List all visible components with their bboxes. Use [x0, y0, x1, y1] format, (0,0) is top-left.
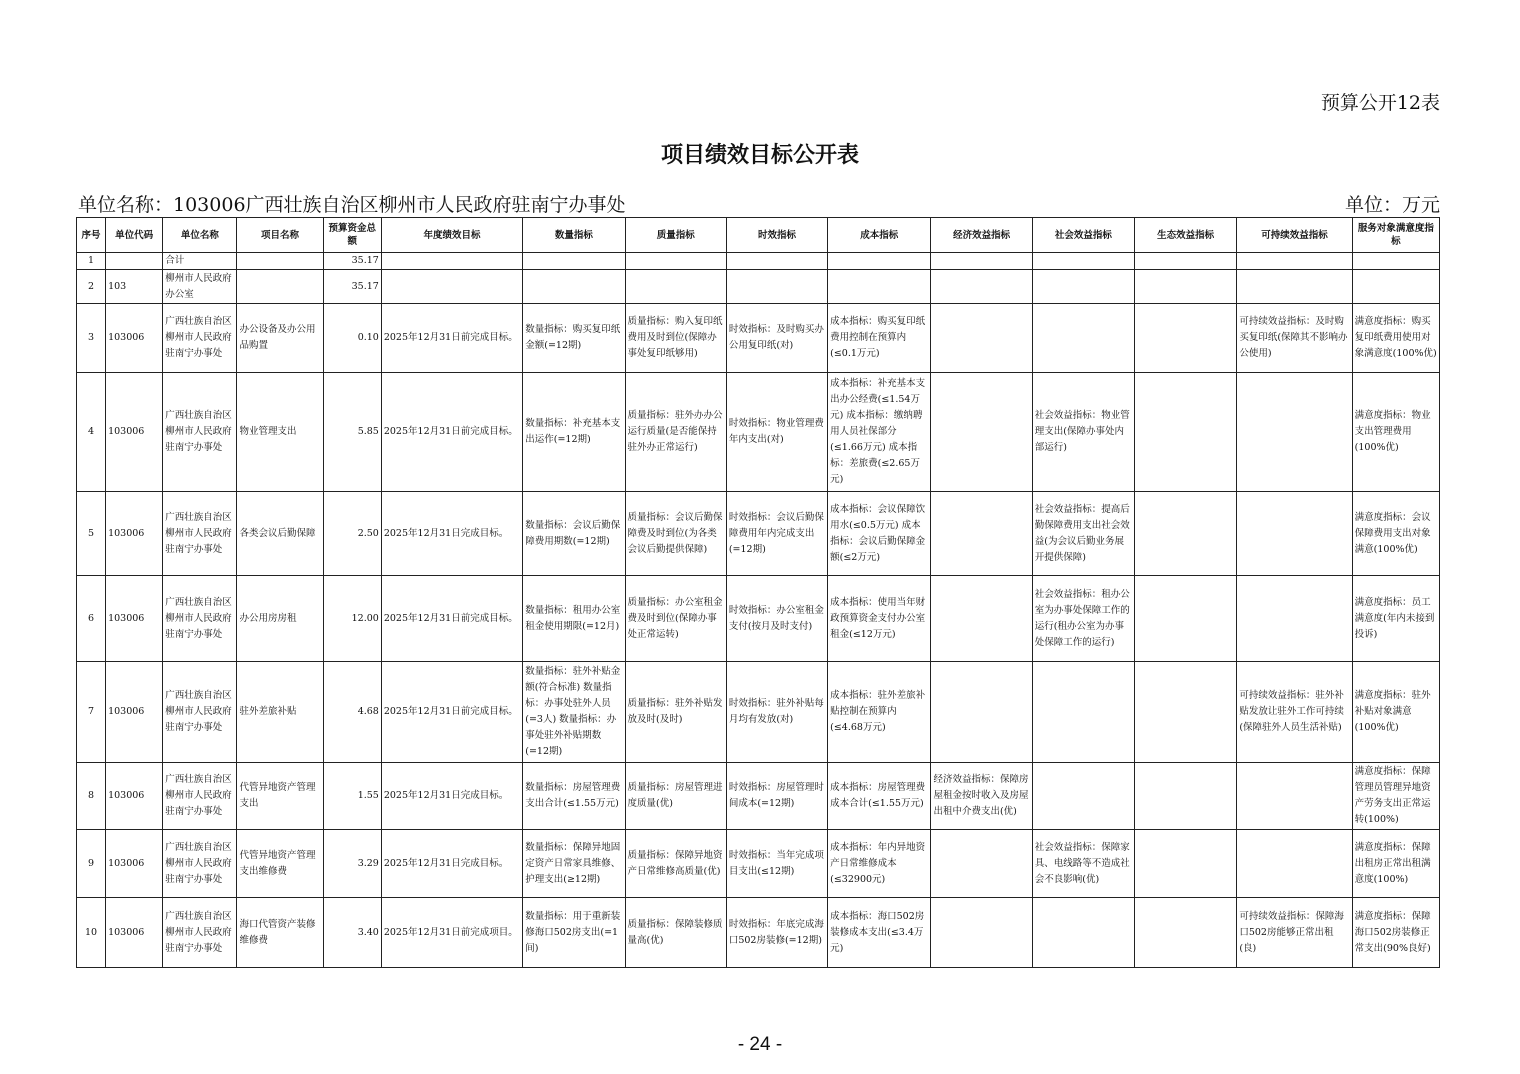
- cell-unit: 广西壮族自治区柳州市人民政府驻南宁办事处: [163, 662, 237, 763]
- cell-satisfaction: 满意度指标：购买复印纸费用使用对象满意度(100%优): [1352, 304, 1439, 373]
- cell-quantity: 数量指标：补充基本支出运作(=12期): [523, 373, 625, 492]
- cell-economic: [931, 576, 1032, 662]
- cell-project: 各类会议后勤保障: [237, 492, 323, 576]
- cell-project: 办公设备及办公用品购置: [237, 304, 323, 373]
- cell-social: [1032, 253, 1134, 270]
- cell-ecological: [1135, 373, 1237, 492]
- cell-quality: 质量指标：会议后勤保障费及时到位(为各类会议后勤提供保障): [625, 492, 726, 576]
- table-row: [77, 763, 1440, 830]
- cell-cost: 成本指标：购买复印纸费用控制在预算内(≤0.1万元): [828, 304, 931, 373]
- cell-goal: [381, 253, 522, 270]
- col-header: 序号: [77, 218, 106, 253]
- col-header: 生态效益指标: [1135, 218, 1237, 253]
- cell-project: 驻外差旅补贴: [237, 662, 323, 763]
- table-row: [77, 373, 1440, 492]
- col-header: 单位代码: [106, 218, 163, 253]
- cell-quality: [625, 253, 726, 270]
- cell-project: 办公用房房租: [237, 576, 323, 662]
- cell-seq: 7: [77, 662, 106, 763]
- cell-timeliness: 时效指标：及时购买办公用复印纸(对): [726, 304, 827, 373]
- cell-ecological: [1135, 270, 1237, 304]
- cell-unit: 广西壮族自治区柳州市人民政府驻南宁办事处: [163, 576, 237, 662]
- cell-social: [1032, 763, 1134, 830]
- cell-ecological: [1135, 492, 1237, 576]
- col-header: 经济效益指标: [931, 218, 1032, 253]
- cell-code: 103006: [106, 830, 163, 898]
- cell-sustainable: [1237, 253, 1352, 270]
- cell-quantity: [523, 253, 625, 270]
- cell-sustainable: 可持续效益指标：驻外补贴发放让驻外工作可持续(保障驻外人员生活补贴): [1237, 662, 1352, 763]
- cell-seq: 5: [77, 492, 106, 576]
- table-row: [77, 662, 1440, 763]
- cell-cost: 成本指标：补充基本支出办公经费(≤1.54万元) 成本指标：缴纳聘用人员社保部分(≤1.66万元) 成本指标：差旅费(≤2.65万元): [828, 373, 931, 492]
- cell-goal: 2025年12月31日完成目标。: [381, 492, 522, 576]
- col-header: 社会效益指标: [1032, 218, 1134, 253]
- col-header: 成本指标: [828, 218, 931, 253]
- cell-quality: 质量指标：驻外办办公运行质量(是否能保持驻外办正常运行): [625, 373, 726, 492]
- cell-seq: 6: [77, 576, 106, 662]
- cell-timeliness: 时效指标：物业管理费年内支出(对): [726, 373, 827, 492]
- cell-unit: 合计: [163, 253, 237, 270]
- cell-satisfaction: 满意度指标：保障海口502房装修正常支出(90%良好): [1352, 898, 1439, 968]
- cell-budget: 3.40: [323, 898, 381, 968]
- cell-cost: 成本指标：会议保障饮用水(≤0.5万元) 成本指标：会议后勤保障金额(≤2万元): [828, 492, 931, 576]
- cell-sustainable: 可持续效益指标：及时购买复印纸(保障其不影响办公使用): [1237, 304, 1352, 373]
- cell-budget: 0.10: [323, 304, 381, 373]
- cell-quantity: 数量指标：购买复印纸金额(=12期): [523, 304, 625, 373]
- cell-code: 103006: [106, 373, 163, 492]
- cell-timeliness: [726, 270, 827, 304]
- cell-cost: [828, 253, 931, 270]
- performance-table: [76, 217, 1440, 968]
- cell-economic: [931, 830, 1032, 898]
- cell-timeliness: 时效指标：会议后勤保障费用年内完成支出(=12期): [726, 492, 827, 576]
- cell-satisfaction: 满意度指标：保障管理员管理异地资产劳务支出正常运转(100%): [1352, 763, 1439, 830]
- cell-ecological: [1135, 830, 1237, 898]
- cell-budget: 1.55: [323, 763, 381, 830]
- col-header: 质量指标: [625, 218, 726, 253]
- cell-budget: 2.50: [323, 492, 381, 576]
- cell-project: 海口代管资产装修维修费: [237, 898, 323, 968]
- cell-social: 社会效益指标：保障家具、电线路等不造成社会不良影响(优): [1032, 830, 1134, 898]
- cell-ecological: [1135, 576, 1237, 662]
- cell-budget: 5.85: [323, 373, 381, 492]
- cell-code: 103006: [106, 304, 163, 373]
- table-row: [77, 576, 1440, 662]
- cell-economic: 经济效益指标：保障房屋租金按时收入及房屋出租中介费支出(优): [931, 763, 1032, 830]
- cell-code: 103006: [106, 576, 163, 662]
- table-row: [77, 830, 1440, 898]
- cell-social: 社会效益指标：物业管理支出(保障办事处内部运行): [1032, 373, 1134, 492]
- cell-quantity: 数量指标：保障异地固定资产日常家具维修、护理支出(≥12期): [523, 830, 625, 898]
- cell-code: 103006: [106, 662, 163, 763]
- cell-satisfaction: 满意度指标：物业支出管理费用(100%优): [1352, 373, 1439, 492]
- cell-unit: 广西壮族自治区柳州市人民政府驻南宁办事处: [163, 830, 237, 898]
- cell-economic: [931, 898, 1032, 968]
- cell-cost: 成本指标：海口502房装修成本支出(≤3.4万元): [828, 898, 931, 968]
- cell-social: [1032, 898, 1134, 968]
- cell-satisfaction: [1352, 270, 1439, 304]
- header-row: [77, 218, 1440, 253]
- cell-project: 代管异地资产管理支出: [237, 763, 323, 830]
- cell-timeliness: 时效指标：房屋管理时间成本(=12期): [726, 763, 827, 830]
- cell-quality: 质量指标：办公室租金费及时到位(保障办事处正常运转): [625, 576, 726, 662]
- cell-goal: 2025年12月31日前完成项目。: [381, 898, 522, 968]
- cell-timeliness: 时效指标：当年完成项目支出(≤12期): [726, 830, 827, 898]
- cell-project: [237, 253, 323, 270]
- cell-goal: 2025年12月31日前完成目标。: [381, 373, 522, 492]
- cell-cost: [828, 270, 931, 304]
- cell-quantity: 数量指标：会议后勤保障费用期数(=12期): [523, 492, 625, 576]
- cell-budget: 12.00: [323, 576, 381, 662]
- cell-quantity: [523, 270, 625, 304]
- cell-satisfaction: 满意度指标：驻外补贴对象满意(100%优): [1352, 662, 1439, 763]
- cell-code: 103006: [106, 898, 163, 968]
- cell-sustainable: [1237, 270, 1352, 304]
- cell-unit: 广西壮族自治区柳州市人民政府驻南宁办事处: [163, 373, 237, 492]
- cell-project: 物业管理支出: [237, 373, 323, 492]
- cell-sustainable: [1237, 492, 1352, 576]
- cell-timeliness: 时效指标：年底完成海口502房装修(=12期): [726, 898, 827, 968]
- cell-quality: 质量指标：驻外补贴发放及时(及时): [625, 662, 726, 763]
- cell-seq: 1: [77, 253, 106, 270]
- cell-social: [1032, 662, 1134, 763]
- cell-cost: 成本指标：驻外差旅补贴控制在预算内(≤4.68万元): [828, 662, 931, 763]
- unit-info-line: [78, 190, 1440, 216]
- cell-ecological: [1135, 898, 1237, 968]
- cell-quantity: 数量指标：租用办公室租金使用期限(=12月): [523, 576, 625, 662]
- table-row: [77, 253, 1440, 270]
- cell-sustainable: [1237, 373, 1352, 492]
- table-row: [77, 492, 1440, 576]
- cell-economic: [931, 662, 1032, 763]
- cell-budget: 3.29: [323, 830, 381, 898]
- cell-timeliness: [726, 253, 827, 270]
- cell-sustainable: 可持续效益指标：保障海口502房能够正常出租(良): [1237, 898, 1352, 968]
- cell-economic: [931, 304, 1032, 373]
- cell-budget: 4.68: [323, 662, 381, 763]
- cell-social: 社会效益指标：租办公室为办事处保障工作的运行(租办公室为办事处保障工作的运行): [1032, 576, 1134, 662]
- cell-satisfaction: [1352, 253, 1439, 270]
- cell-social: [1032, 304, 1134, 373]
- cell-goal: [381, 270, 522, 304]
- table-row: [77, 270, 1440, 304]
- col-header: 服务对象满意度指标: [1352, 218, 1439, 253]
- col-header: 数量指标: [523, 218, 625, 253]
- cell-goal: 2025年12月31日前完成目标。: [381, 576, 522, 662]
- cell-budget: 35.17: [323, 270, 381, 304]
- cell-cost: 成本指标：房屋管理费成本合计(≤1.55万元): [828, 763, 931, 830]
- cell-code: 103006: [106, 492, 163, 576]
- cell-code: 103006: [106, 763, 163, 830]
- cell-economic: [931, 373, 1032, 492]
- col-header: 预算资金总额: [323, 218, 381, 253]
- cell-budget: 35.17: [323, 253, 381, 270]
- cell-sustainable: [1237, 576, 1352, 662]
- col-header: 项目名称: [237, 218, 323, 253]
- cell-seq: 4: [77, 373, 106, 492]
- cell-social: [1032, 270, 1134, 304]
- cell-seq: 3: [77, 304, 106, 373]
- cell-unit: 柳州市人民政府办公室: [163, 270, 237, 304]
- col-header: 单位名称: [163, 218, 237, 253]
- cell-economic: [931, 270, 1032, 304]
- cell-social: 社会效益指标：提高后勤保障费用支出社会效益(为会议后勤业务展开提供保障): [1032, 492, 1134, 576]
- cell-ecological: [1135, 253, 1237, 270]
- cell-seq: 9: [77, 830, 106, 898]
- cell-sustainable: [1237, 830, 1352, 898]
- cell-sustainable: [1237, 763, 1352, 830]
- cell-quality: [625, 270, 726, 304]
- cell-seq: 10: [77, 898, 106, 968]
- col-header: 年度绩效目标: [381, 218, 522, 253]
- cell-quality: 质量指标：保障装修质量高(优): [625, 898, 726, 968]
- cell-ecological: [1135, 763, 1237, 830]
- col-header: 可持续效益指标: [1237, 218, 1352, 253]
- cell-economic: [931, 492, 1032, 576]
- cell-unit: 广西壮族自治区柳州市人民政府驻南宁办事处: [163, 304, 237, 373]
- cell-code: 103: [106, 270, 163, 304]
- table-row: [77, 304, 1440, 373]
- cell-goal: 2025年12月31日完成目标。: [381, 830, 522, 898]
- cell-quantity: 数量指标：房屋管理费支出合计(≤1.55万元): [523, 763, 625, 830]
- cell-quality: 质量指标：房屋管理进度质量(优): [625, 763, 726, 830]
- cell-satisfaction: 满意度指标：员工满意度(年内未接到投诉): [1352, 576, 1439, 662]
- cell-satisfaction: 满意度指标：会议保障费用支出对象满意(100%优): [1352, 492, 1439, 576]
- cell-goal: 2025年12月31日前完成目标。: [381, 662, 522, 763]
- cell-quantity: 数量指标：用于重新装修海口502房支出(=1间): [523, 898, 625, 968]
- table-number-label: 预算公开12表: [1320, 92, 1440, 114]
- cell-unit: 广西壮族自治区柳州市人民政府驻南宁办事处: [163, 898, 237, 968]
- cell-timeliness: 时效指标：驻外补贴每月均有发放(对): [726, 662, 827, 763]
- cell-code: [106, 253, 163, 270]
- cell-timeliness: 时效指标：办公室租金支付(按月及时支付): [726, 576, 827, 662]
- cell-quality: 质量指标：保障异地资产日常维修高质量(优): [625, 830, 726, 898]
- cell-unit: 广西壮族自治区柳州市人民政府驻南宁办事处: [163, 492, 237, 576]
- cell-quality: 质量指标：购入复印纸费用及时到位(保障办事处复印纸够用): [625, 304, 726, 373]
- page-title: 项目绩效目标公开表: [660, 143, 859, 168]
- unit-measure: 单位：万元: [1344, 194, 1440, 216]
- cell-goal: 2025年12月31日完成目标。: [381, 763, 522, 830]
- cell-cost: 成本指标：使用当年财政预算资金支付办公室租金(≤12万元): [828, 576, 931, 662]
- cell-unit: 广西壮族自治区柳州市人民政府驻南宁办事处: [163, 763, 237, 830]
- page-number: - 24 -: [737, 1034, 783, 1055]
- cell-seq: 2: [77, 270, 106, 304]
- cell-project: 代管异地资产管理支出维修费: [237, 830, 323, 898]
- col-header: 时效指标: [726, 218, 827, 253]
- table-row: [77, 898, 1440, 968]
- cell-goal: 2025年12月31日前完成目标。: [381, 304, 522, 373]
- cell-quantity: 数量指标：驻外补贴金额(符合标准) 数量指标：办事处驻外人员(=3人) 数量指标：办事处驻外补贴期数(=12期): [523, 662, 625, 763]
- cell-economic: [931, 253, 1032, 270]
- cell-satisfaction: 满意度指标：保障出租房正常出租满意度(100%): [1352, 830, 1439, 898]
- cell-ecological: [1135, 662, 1237, 763]
- cell-project: [237, 270, 323, 304]
- unit-name: 单位名称：103006广西壮族自治区柳州市人民政府驻南宁办事处: [78, 194, 626, 216]
- cell-seq: 8: [77, 763, 106, 830]
- cell-cost: 成本指标：年内异地资产日常维修成本(≤32900元): [828, 830, 931, 898]
- cell-ecological: [1135, 304, 1237, 373]
